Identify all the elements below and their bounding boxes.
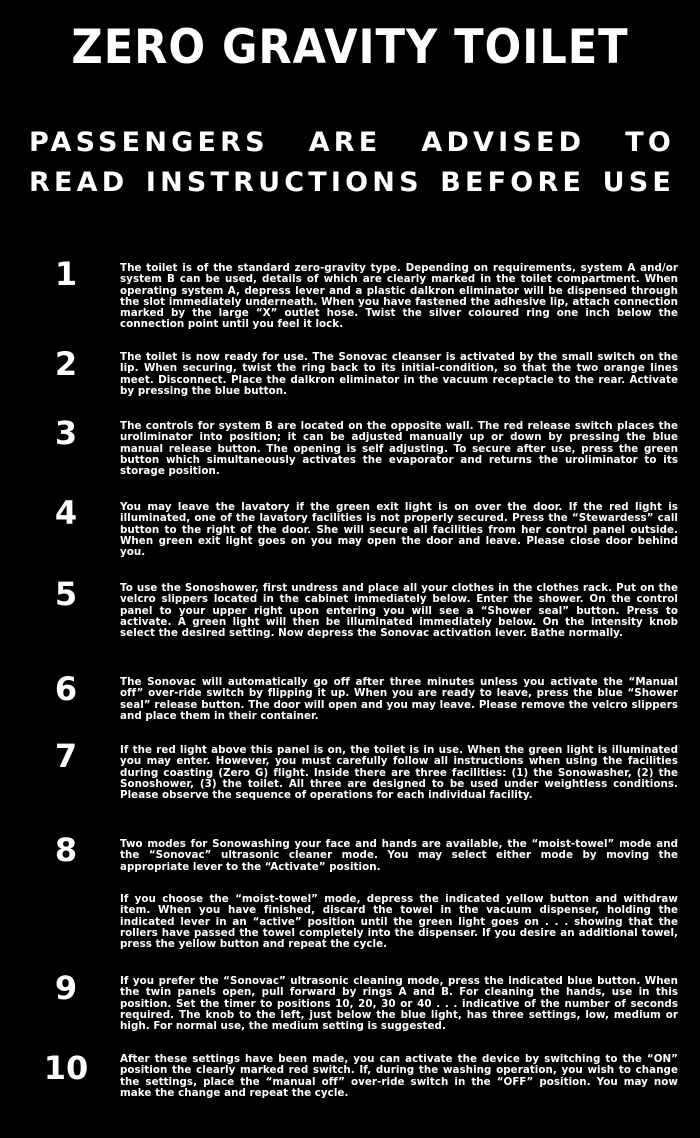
step-text: Two modes for Sonowashing your face and hands are available, the “moist-towel” mode and the “Sonovac” ultrasonic cleaner mode. You may select either mode by moving the appropriate lever to the “Activate” position. xyxy=(120,838,678,873)
step-text: If the red light above this panel is on, the toilet is in use. When the green light is illuminated you may enter. However, you must carefully follow all instructions when using the facilities during coasting (Zero G) flight. Inside there are three facilities: (1) the Sonowasher, (2) the Sonoshower, (3) the toilet. All three are designed to be used under weightless conditions. Please observe the sequence of operations for each individual facility. xyxy=(120,744,678,802)
step-text: If you choose the “moist-towel” mode, depress the indicated yellow button and withdraw item. When you have finished, discard the towel in the vacuum dispenser, holding the indicated lever in an “active” position until the green light goes on . . . showing that the rollers have passed the towel completely into the dispenser. If you desire an additional towel, press the yellow button and repeat the cycle. xyxy=(120,893,678,951)
step-text: The toilet is now ready for use. The Sonovac cleanser is activated by the small switch on the lip. When securing, twist the ring back to its initial-condition, so that the two orange lines meet. Disconnect. Place the dalkron eliminator in the vacuum receptacle to the rear. Activate by pressing the blue button. xyxy=(120,351,678,397)
advisory-line-2: READ INSTRUCTIONS BEFORE USE xyxy=(29,167,675,198)
step-number: 9 xyxy=(54,969,78,1007)
step-text: To use the Sonoshower, first undress and place all your clothes in the clothes rack. Put on the velcro slippers located in the cabinet immediately below. Enter the shower. On the control panel to your upper right upon entering you will see a “Shower seal” button. Press to activate. A green light will then be illuminated immediately below. On the intensity knob select the desired setting. Now depress the Sonovac activation lever. Bathe normally. xyxy=(120,582,678,640)
step-number: 1 xyxy=(54,255,78,293)
step-text: The controls for system B are located on the opposite wall. The red release switch places the uroliminator into position; it can be adjusted manually up or down by pressing the blue manual release button. The opening is self adjusting. To secure after use, press the green button which simultaneously activates the evaporator and returns the uroliminator to its storage position. xyxy=(120,420,678,478)
page-title: ZERO GRAVITY TOILET xyxy=(71,20,629,75)
step-number: 2 xyxy=(54,345,78,383)
step-number: 8 xyxy=(54,831,78,869)
step-number: 3 xyxy=(54,414,78,452)
step-text: If you prefer the “Sonovac” ultrasonic cleaning mode, press the indicated blue button. When the twin panels open, pull forward by rings A and B. For cleaning the hands, use in this position. Set the timer to positions 10, 20, 30 or 40 . . . indicative of the number of seconds required. The knob to the left, just below the blue light, has three settings, low, medium or high. For normal use, the medium setting is suggested. xyxy=(120,975,678,1033)
advisory-line-1: PASSENGERS ARE ADVISED TO xyxy=(29,127,675,158)
step-text: The toilet is of the standard zero-gravity type. Depending on requirements, system A and/or system B can be used, details of which are clearly marked in the toilet compartment. When operating system A, depress lever and a plastic dalkron eliminator will be dispensed through the slot immediately underneath. When you have fastened the adhesive lip, attach connection marked by the large “X” outlet hose. Twist the silver coloured ring one inch below the connection point until you feel it lock. xyxy=(120,262,678,331)
step-number: 10 xyxy=(43,1049,89,1087)
step-text: You may leave the lavatory if the green exit light is on over the door. If the red light is illuminated, one of the lavatory facilities is not properly secured. Press the “Stewardess” call button to the right of the door. She will secure all facilities from her control panel outside. When green exit light goes on you may open the door and leave. Please close door behind you. xyxy=(120,501,678,559)
step-text: After these settings have been made, you can activate the device by switching to the “ON” position the clearly marked red switch. If, during the washing operation, you wish to change the settings, place the “manual off” over-ride switch in the “OFF” position. You may now make the change and repeat the cycle. xyxy=(120,1053,678,1099)
step-number: 6 xyxy=(54,670,78,708)
step-number: 5 xyxy=(54,575,78,613)
step-number: 7 xyxy=(54,737,78,775)
step-number: 4 xyxy=(54,494,78,532)
step-text: The Sonovac will automatically go off after three minutes unless you activate the “Manual off” over-ride switch by flipping it up. When you are ready to leave, press the blue “Shower seal” release button. The door will open and you may leave. Please remove the velcro slippers and place them in their container. xyxy=(120,676,678,722)
